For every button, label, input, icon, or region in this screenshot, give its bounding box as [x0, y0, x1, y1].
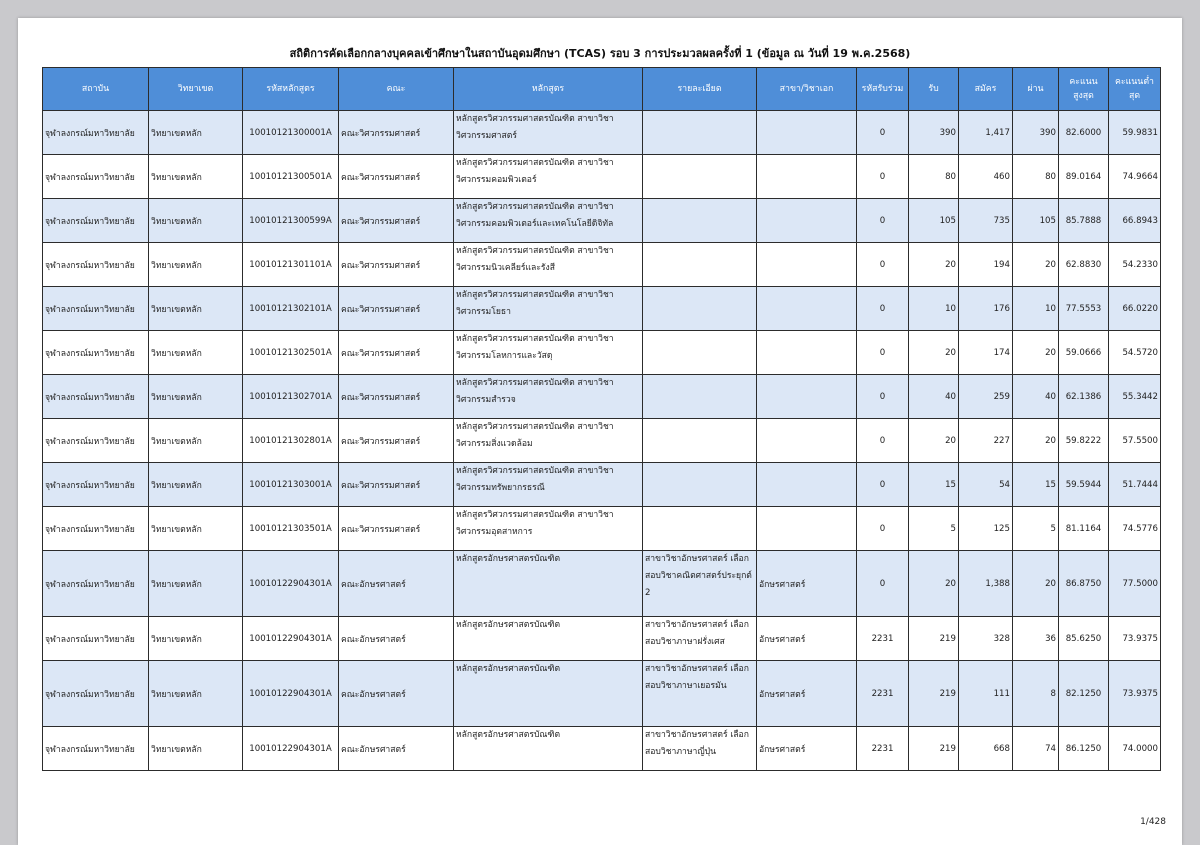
cell-faculty: คณะอักษรศาสตร์ — [339, 551, 454, 617]
cell-applicants: 668 — [959, 727, 1013, 771]
cell-major: อักษรศาสตร์ — [757, 617, 857, 661]
cell-details — [643, 419, 757, 463]
cell-joint-code: 0 — [857, 551, 909, 617]
cell-seats: 20 — [909, 551, 959, 617]
cell-program: หลักสูตรอักษรศาสตรบัณฑิต — [454, 617, 643, 661]
cell-program-code: 10010122904301A — [243, 661, 339, 727]
cell-details — [643, 463, 757, 507]
cell-passed: 74 — [1013, 727, 1059, 771]
cell-min-score: 57.5500 — [1109, 419, 1161, 463]
cell-passed: 5 — [1013, 507, 1059, 551]
cell-major — [757, 463, 857, 507]
cell-max-score: 82.6000 — [1059, 111, 1109, 155]
cell-seats: 20 — [909, 243, 959, 287]
cell-details — [643, 155, 757, 199]
cell-campus: วิทยาเขตหลัก — [149, 507, 243, 551]
cell-seats: 219 — [909, 661, 959, 727]
cell-applicants: 174 — [959, 331, 1013, 375]
cell-passed: 20 — [1013, 331, 1059, 375]
cell-passed: 15 — [1013, 463, 1059, 507]
cell-campus: วิทยาเขตหลัก — [149, 463, 243, 507]
cell-seats: 40 — [909, 375, 959, 419]
cell-details: สาขาวิชาอักษรศาสตร์ เลือกสอบวิชาภาษาญี่ปุ่น — [643, 727, 757, 771]
page-number: 1/428 — [1140, 817, 1166, 827]
cell-institution: จุฬาลงกรณ์มหาวิทยาลัย — [43, 155, 149, 199]
cell-program: หลักสูตรวิศวกรรมศาสตรบัณฑิต สาขาวิชาวิศวกรรมทรัพยากรธรณี — [454, 463, 643, 507]
cell-max-score: 62.8830 — [1059, 243, 1109, 287]
cell-institution: จุฬาลงกรณ์มหาวิทยาลัย — [43, 463, 149, 507]
cell-campus: วิทยาเขตหลัก — [149, 287, 243, 331]
cell-major — [757, 287, 857, 331]
cell-institution: จุฬาลงกรณ์มหาวิทยาลัย — [43, 243, 149, 287]
cell-details: สาขาวิชาอักษรศาสตร์ เลือกสอบวิชาภาษาฝรั่งเศส — [643, 617, 757, 661]
cell-campus: วิทยาเขตหลัก — [149, 661, 243, 727]
cell-institution: จุฬาลงกรณ์มหาวิทยาลัย — [43, 507, 149, 551]
cell-applicants: 259 — [959, 375, 1013, 419]
cell-applicants: 1,417 — [959, 111, 1013, 155]
cell-institution: จุฬาลงกรณ์มหาวิทยาลัย — [43, 727, 149, 771]
cell-faculty: คณะวิศวกรรมศาสตร์ — [339, 331, 454, 375]
cell-seats: 105 — [909, 199, 959, 243]
cell-details — [643, 243, 757, 287]
tcas-statistics-table — [42, 67, 1161, 771]
cell-min-score: 51.7444 — [1109, 463, 1161, 507]
cell-details — [643, 331, 757, 375]
cell-seats: 80 — [909, 155, 959, 199]
cell-applicants: 194 — [959, 243, 1013, 287]
cell-program-code: 10010121300001A — [243, 111, 339, 155]
cell-details — [643, 507, 757, 551]
header-campus: วิทยาเขต — [149, 68, 243, 111]
cell-min-score: 73.9375 — [1109, 617, 1161, 661]
table-row — [43, 199, 1161, 243]
cell-applicants: 54 — [959, 463, 1013, 507]
document-page — [18, 18, 1182, 845]
cell-applicants: 328 — [959, 617, 1013, 661]
table-row — [43, 111, 1161, 155]
cell-program: หลักสูตรวิศวกรรมศาสตรบัณฑิต สาขาวิชาวิศวกรรมนิวเคลียร์และรังสี — [454, 243, 643, 287]
cell-major — [757, 155, 857, 199]
cell-major — [757, 111, 857, 155]
table-row — [43, 155, 1161, 199]
cell-seats: 390 — [909, 111, 959, 155]
cell-max-score: 82.1250 — [1059, 661, 1109, 727]
cell-institution: จุฬาลงกรณ์มหาวิทยาลัย — [43, 551, 149, 617]
cell-applicants: 111 — [959, 661, 1013, 727]
cell-seats: 15 — [909, 463, 959, 507]
cell-seats: 5 — [909, 507, 959, 551]
cell-joint-code: 0 — [857, 111, 909, 155]
cell-program: หลักสูตรวิศวกรรมศาสตรบัณฑิต สาขาวิชาวิศวกรรมคอมพิวเตอร์และเทคโนโลยีดิจิทัล — [454, 199, 643, 243]
cell-max-score: 85.6250 — [1059, 617, 1109, 661]
cell-seats: 20 — [909, 331, 959, 375]
cell-campus: วิทยาเขตหลัก — [149, 551, 243, 617]
cell-max-score: 59.5944 — [1059, 463, 1109, 507]
cell-program: หลักสูตรวิศวกรรมศาสตรบัณฑิต สาขาวิชาวิศวกรรมโยธา — [454, 287, 643, 331]
cell-program-code: 10010122904301A — [243, 727, 339, 771]
cell-passed: 105 — [1013, 199, 1059, 243]
table-row — [43, 661, 1161, 727]
cell-program-code: 10010121301101A — [243, 243, 339, 287]
cell-campus: วิทยาเขตหลัก — [149, 199, 243, 243]
cell-faculty: คณะอักษรศาสตร์ — [339, 727, 454, 771]
cell-program: หลักสูตรวิศวกรรมศาสตรบัณฑิต สาขาวิชาวิศวกรรมคอมพิวเตอร์ — [454, 155, 643, 199]
cell-joint-code: 0 — [857, 463, 909, 507]
header-applicants: สมัคร — [959, 68, 1013, 111]
cell-passed: 10 — [1013, 287, 1059, 331]
table-row — [43, 243, 1161, 287]
cell-institution: จุฬาลงกรณ์มหาวิทยาลัย — [43, 661, 149, 727]
cell-campus: วิทยาเขตหลัก — [149, 419, 243, 463]
header-min-score: คะแนนต่ำสุด — [1109, 68, 1161, 111]
header-joint-code: รหัสรับร่วม — [857, 68, 909, 111]
cell-min-score: 55.3442 — [1109, 375, 1161, 419]
cell-institution: จุฬาลงกรณ์มหาวิทยาลัย — [43, 287, 149, 331]
cell-faculty: คณะวิศวกรรมศาสตร์ — [339, 507, 454, 551]
cell-major: อักษรศาสตร์ — [757, 727, 857, 771]
cell-faculty: คณะวิศวกรรมศาสตร์ — [339, 243, 454, 287]
cell-program-code: 10010121302701A — [243, 375, 339, 419]
cell-passed: 36 — [1013, 617, 1059, 661]
cell-max-score: 62.1386 — [1059, 375, 1109, 419]
cell-max-score: 86.1250 — [1059, 727, 1109, 771]
cell-max-score: 89.0164 — [1059, 155, 1109, 199]
header-seats: รับ — [909, 68, 959, 111]
cell-faculty: คณะวิศวกรรมศาสตร์ — [339, 287, 454, 331]
header-major: สาขา/วิชาเอก — [757, 68, 857, 111]
table-header-row — [43, 68, 1161, 111]
cell-major — [757, 419, 857, 463]
cell-seats: 10 — [909, 287, 959, 331]
cell-program-code: 10010121303001A — [243, 463, 339, 507]
header-faculty: คณะ — [339, 68, 454, 111]
cell-joint-code: 0 — [857, 287, 909, 331]
cell-joint-code: 0 — [857, 419, 909, 463]
cell-institution: จุฬาลงกรณ์มหาวิทยาลัย — [43, 617, 149, 661]
cell-program: หลักสูตรวิศวกรรมศาสตรบัณฑิต สาขาวิชาวิศวกรรมสำรวจ — [454, 375, 643, 419]
cell-passed: 390 — [1013, 111, 1059, 155]
header-institution: สถาบัน — [43, 68, 149, 111]
cell-min-score: 66.8943 — [1109, 199, 1161, 243]
cell-program: หลักสูตรวิศวกรรมศาสตรบัณฑิต สาขาวิชาวิศวกรรมศาสตร์ — [454, 111, 643, 155]
cell-institution: จุฬาลงกรณ์มหาวิทยาลัย — [43, 111, 149, 155]
cell-faculty: คณะวิศวกรรมศาสตร์ — [339, 111, 454, 155]
cell-major — [757, 331, 857, 375]
cell-campus: วิทยาเขตหลัก — [149, 155, 243, 199]
cell-program: หลักสูตรวิศวกรรมศาสตรบัณฑิต สาขาวิชาวิศวกรรมสิ่งแวดล้อม — [454, 419, 643, 463]
cell-applicants: 735 — [959, 199, 1013, 243]
cell-details — [643, 111, 757, 155]
cell-details: สาขาวิชาอักษรศาสตร์ เลือกสอบวิชาคณิตศาสตร์ประยุกต์ 2 — [643, 551, 757, 617]
cell-passed: 40 — [1013, 375, 1059, 419]
cell-institution: จุฬาลงกรณ์มหาวิทยาลัย — [43, 419, 149, 463]
cell-applicants: 227 — [959, 419, 1013, 463]
header-details: รายละเอียด — [643, 68, 757, 111]
cell-faculty: คณะวิศวกรรมศาสตร์ — [339, 375, 454, 419]
cell-joint-code: 2231 — [857, 617, 909, 661]
cell-program-code: 10010121300501A — [243, 155, 339, 199]
cell-institution: จุฬาลงกรณ์มหาวิทยาลัย — [43, 199, 149, 243]
table-row — [43, 463, 1161, 507]
cell-program: หลักสูตรวิศวกรรมศาสตรบัณฑิต สาขาวิชาวิศวกรรมอุตสาหการ — [454, 507, 643, 551]
table-row — [43, 617, 1161, 661]
cell-details: สาขาวิชาอักษรศาสตร์ เลือกสอบวิชาภาษาเยอรมัน — [643, 661, 757, 727]
cell-applicants: 460 — [959, 155, 1013, 199]
cell-min-score: 73.9375 — [1109, 661, 1161, 727]
cell-joint-code: 0 — [857, 507, 909, 551]
cell-faculty: คณะวิศวกรรมศาสตร์ — [339, 155, 454, 199]
cell-campus: วิทยาเขตหลัก — [149, 375, 243, 419]
table-row — [43, 331, 1161, 375]
cell-major: อักษรศาสตร์ — [757, 551, 857, 617]
cell-min-score: 54.2330 — [1109, 243, 1161, 287]
cell-applicants: 1,388 — [959, 551, 1013, 617]
cell-max-score: 86.8750 — [1059, 551, 1109, 617]
header-passed: ผ่าน — [1013, 68, 1059, 111]
cell-major — [757, 199, 857, 243]
cell-details — [643, 199, 757, 243]
cell-program: หลักสูตรอักษรศาสตรบัณฑิต — [454, 661, 643, 727]
cell-min-score: 66.0220 — [1109, 287, 1161, 331]
cell-joint-code: 0 — [857, 243, 909, 287]
cell-major — [757, 375, 857, 419]
page-title: สถิติการคัดเลือกกลางบุคคลเข้าศึกษาในสถาบันอุดมศึกษา (TCAS) รอบ 3 การประมวลผลครั้งที่ 1 (ข้อมูล ณ วันที่ 19 พ.ค.2568) — [289, 47, 911, 60]
cell-seats: 20 — [909, 419, 959, 463]
header-max-score: คะแนนสูงสุด — [1059, 68, 1109, 111]
header-program-code: รหัสหลักสูตร — [243, 68, 339, 111]
cell-campus: วิทยาเขตหลัก — [149, 331, 243, 375]
cell-program-code: 10010121303501A — [243, 507, 339, 551]
cell-seats: 219 — [909, 617, 959, 661]
cell-min-score: 74.0000 — [1109, 727, 1161, 771]
cell-joint-code: 0 — [857, 199, 909, 243]
cell-campus: วิทยาเขตหลัก — [149, 243, 243, 287]
table-row — [43, 287, 1161, 331]
table-row — [43, 551, 1161, 617]
cell-campus: วิทยาเขตหลัก — [149, 727, 243, 771]
cell-min-score: 74.5776 — [1109, 507, 1161, 551]
cell-faculty: คณะอักษรศาสตร์ — [339, 617, 454, 661]
cell-program-code: 10010121302101A — [243, 287, 339, 331]
cell-program-code: 10010122904301A — [243, 617, 339, 661]
cell-faculty: คณะอักษรศาสตร์ — [339, 661, 454, 727]
table-row — [43, 375, 1161, 419]
cell-passed: 20 — [1013, 243, 1059, 287]
cell-major: อักษรศาสตร์ — [757, 661, 857, 727]
cell-passed: 8 — [1013, 661, 1059, 727]
cell-max-score: 59.0666 — [1059, 331, 1109, 375]
cell-major — [757, 243, 857, 287]
cell-joint-code: 0 — [857, 375, 909, 419]
cell-min-score: 59.9831 — [1109, 111, 1161, 155]
cell-program-code: 10010121302501A — [243, 331, 339, 375]
cell-program-code: 10010121300599A — [243, 199, 339, 243]
cell-institution: จุฬาลงกรณ์มหาวิทยาลัย — [43, 331, 149, 375]
cell-joint-code: 0 — [857, 155, 909, 199]
cell-campus: วิทยาเขตหลัก — [149, 111, 243, 155]
cell-faculty: คณะวิศวกรรมศาสตร์ — [339, 199, 454, 243]
cell-passed: 20 — [1013, 551, 1059, 617]
cell-max-score: 85.7888 — [1059, 199, 1109, 243]
cell-min-score: 74.9664 — [1109, 155, 1161, 199]
cell-joint-code: 0 — [857, 331, 909, 375]
cell-campus: วิทยาเขตหลัก — [149, 617, 243, 661]
cell-max-score: 77.5553 — [1059, 287, 1109, 331]
table-row — [43, 507, 1161, 551]
cell-details — [643, 375, 757, 419]
cell-applicants: 125 — [959, 507, 1013, 551]
cell-seats: 219 — [909, 727, 959, 771]
cell-faculty: คณะวิศวกรรมศาสตร์ — [339, 463, 454, 507]
cell-institution: จุฬาลงกรณ์มหาวิทยาลัย — [43, 375, 149, 419]
cell-joint-code: 2231 — [857, 661, 909, 727]
cell-joint-code: 2231 — [857, 727, 909, 771]
cell-faculty: คณะวิศวกรรมศาสตร์ — [339, 419, 454, 463]
cell-min-score: 77.5000 — [1109, 551, 1161, 617]
cell-program: หลักสูตรอักษรศาสตรบัณฑิต — [454, 727, 643, 771]
cell-program: หลักสูตรอักษรศาสตรบัณฑิต — [454, 551, 643, 617]
table-body — [43, 111, 1161, 771]
cell-program-code: 10010122904301A — [243, 551, 339, 617]
header-program: หลักสูตร — [454, 68, 643, 111]
cell-major — [757, 507, 857, 551]
cell-program: หลักสูตรวิศวกรรมศาสตรบัณฑิต สาขาวิชาวิศวกรรมโลหการและวัสดุ — [454, 331, 643, 375]
cell-max-score: 81.1164 — [1059, 507, 1109, 551]
cell-max-score: 59.8222 — [1059, 419, 1109, 463]
table-row — [43, 419, 1161, 463]
cell-passed: 20 — [1013, 419, 1059, 463]
cell-applicants: 176 — [959, 287, 1013, 331]
cell-program-code: 10010121302801A — [243, 419, 339, 463]
table-row — [43, 727, 1161, 771]
cell-details — [643, 287, 757, 331]
cell-passed: 80 — [1013, 155, 1059, 199]
cell-min-score: 54.5720 — [1109, 331, 1161, 375]
